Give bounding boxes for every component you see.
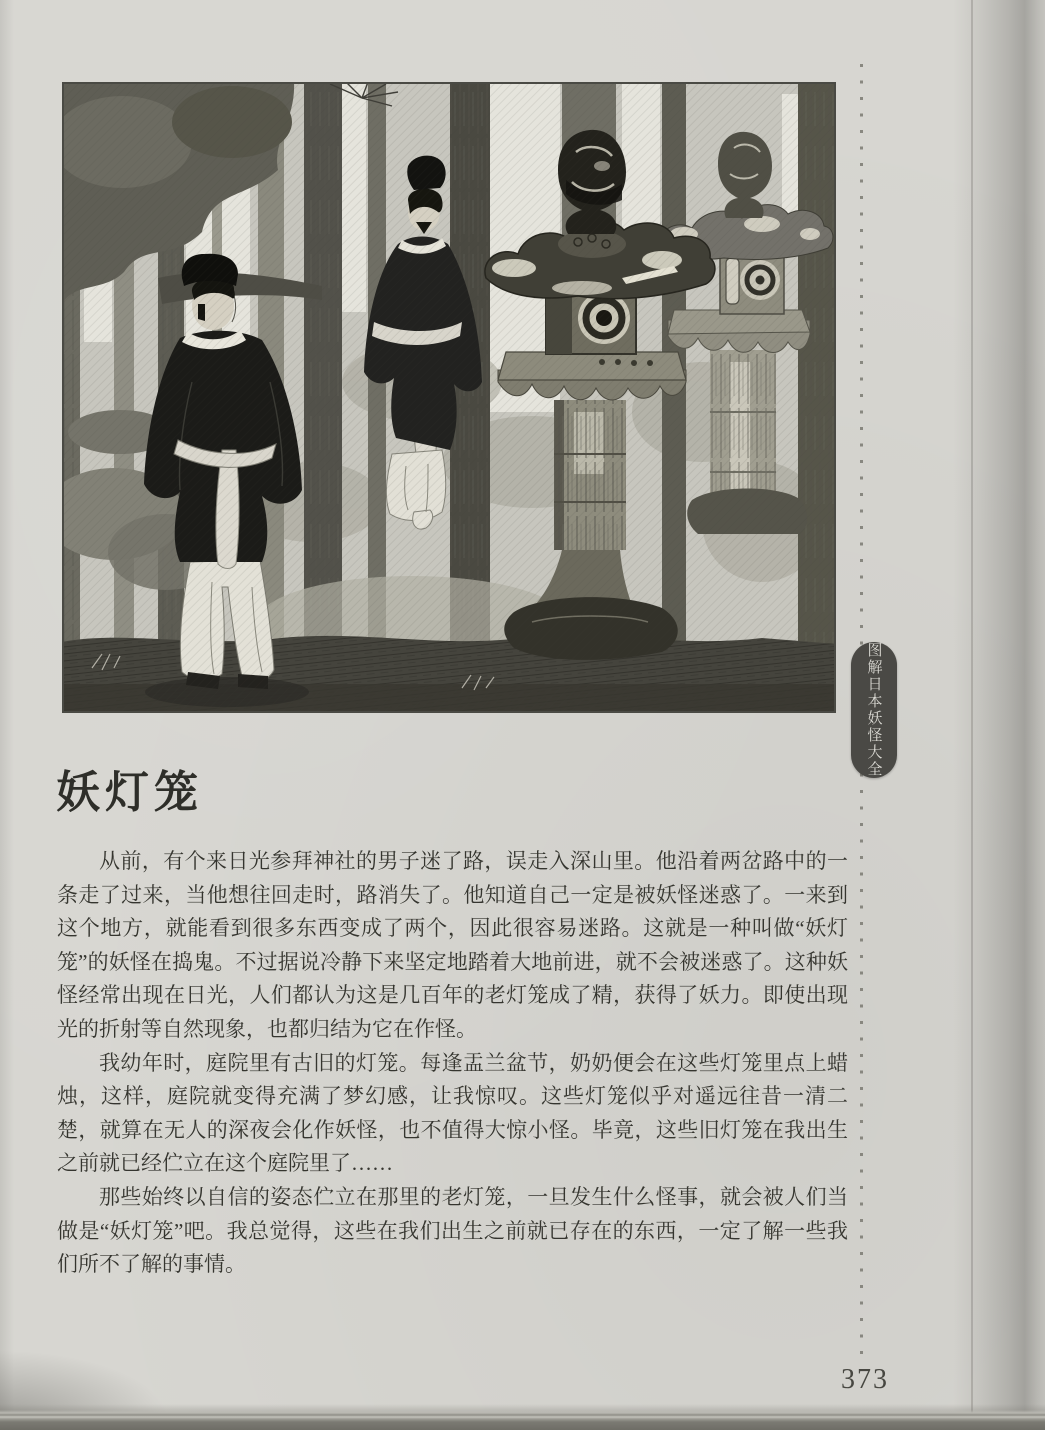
article-body	[57, 845, 848, 1282]
paragraph-3: 那些始终以自信的姿态伫立在那里的老灯笼，一旦发生什么怪事，就会被人们当做是“妖灯笼”吧。我总觉得，这些在我们出生之前就已存在的东西，一定了解一些我们所不了解的事情。	[57, 1184, 848, 1277]
paragraph-2: 我幼年时，庭院里有古旧的灯笼。每逢盂兰盆节，奶奶便会在这些灯笼里点上蜡烛，这样，庭院就变得充满了梦幻感，让我惊叹。这些灯笼似乎对遥远往昔一清二楚，就算在无人的深夜会化作妖怪，也不值得大惊小怪。毕竟，这些旧灯笼在我出生之前就已经伫立在这个庭院里了……	[57, 1050, 848, 1176]
article-title: 妖灯笼	[56, 768, 203, 817]
page-number: 373	[841, 1364, 889, 1395]
yokai-lantern-illustration	[62, 82, 836, 713]
book-title-label: 图解日本妖怪大全	[865, 642, 883, 778]
book-title-tab	[851, 642, 897, 778]
left-edge-shadow	[0, 0, 14, 1430]
paragraph-1: 从前，有个来日光参拜神社的男子迷了路，误走入深山里。他沿着两岔路中的一条走了过来，当他想往回走时，路消失了。他知道自己一定是被妖怪迷惑了。一来到这个地方，就能看到很多东西变成了两个，因此很容易迷路。这就是一种叫做“妖灯笼”的妖怪在捣鬼。不过据说冷静下来坚定地踏着大地前进，就不会被迷惑了。这种妖怪经常出现在日光，人们都认为这是几百年的老灯笼成了精，获得了妖力。即使出现光的折射等自然现象，也都归结为它在作怪。	[57, 849, 848, 1041]
illustration-svg	[62, 82, 836, 713]
bottom-edge-shadow	[0, 1404, 1045, 1430]
page-crease	[971, 0, 973, 1430]
right-edge-shadow	[953, 0, 1045, 1430]
bottom-left-corner-shadow	[0, 1350, 170, 1420]
hatch-overlay	[62, 82, 836, 713]
